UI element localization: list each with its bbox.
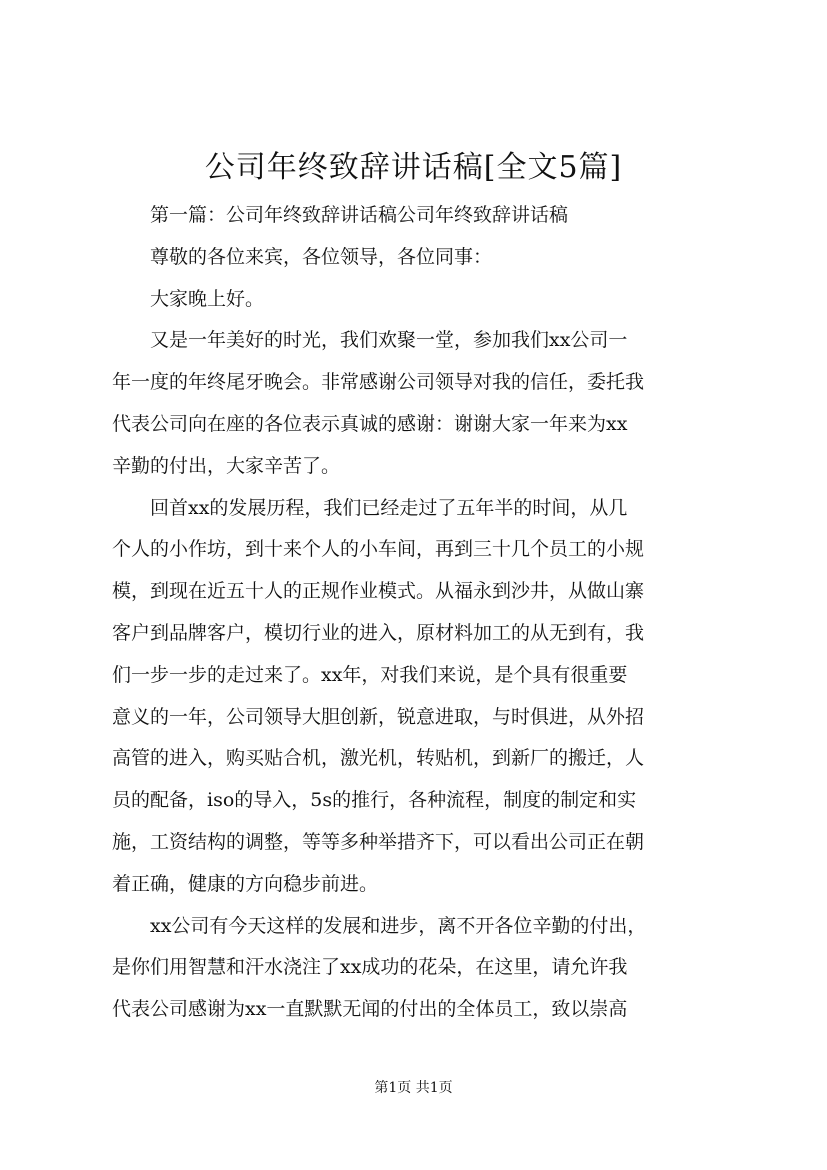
text-line: 意义的一年，公司领导大胆创新，锐意进取，与时俱进，从外招 [112,705,645,728]
text-line: 第一篇：公司年终致辞讲话稿公司年终致辞讲话稿 [112,204,569,226]
text-line: 代表公司向在座的各位表示真诚的感谢：谢谢大家一年来为xx [112,412,628,435]
document-body [112,195,727,1031]
text-line: 们一步一步的走过来了。xx年，对我们来说，是个具有很重要 [112,663,628,686]
text-line: 大家晚上好。 [112,287,265,310]
text-line: 回首xx的发展历程，我们已经走过了五年半的时间，从几 [112,496,628,519]
text-line: 年一度的年终尾牙晚会。非常感谢公司领导对我的信任，委托我 [112,371,645,394]
text-line: xx公司有今天这样的发展和进步，离不开各位辛勤的付出， [112,914,647,937]
text-line: 高管的进入，购买贴合机，激光机，转贴机，到新厂的搬迁，人 [112,747,645,770]
text-line: 施，工资结构的调整，等等多种举措齐下，可以看出公司正在朝 [112,830,645,853]
text-line: 员的配备，iso的导入，5s的推行，各种流程，制度的制定和实 [112,789,637,812]
text-line: 是你们用智慧和汗水浇注了xx成功的花朵，在这里，请允许我 [112,956,628,979]
text-line: 个人的小作坊，到十来个人的小车间，再到三十几个员工的小规 [112,538,645,561]
text-line: 辛勤的付出，大家辛苦了。 [112,454,341,477]
text-line: 又是一年美好的时光，我们欢聚一堂，参加我们xx公司一 [112,329,628,352]
text-line: 着正确，健康的方向稳步前进。 [112,872,379,895]
text-line: 客户到品牌客户，模切行业的进入，原材料加工的从无到有，我 [112,621,645,644]
text-line: 代表公司感谢为xx一直默默无闻的付出的全体员工，致以崇高 [112,998,628,1021]
document-title: 公司年终致辞讲话稿[全文5篇] [204,150,623,185]
text-line: 尊敬的各位来宾，各位领导，各位同事： [112,245,493,268]
page-footer: 第1页 共1页 [374,1080,453,1096]
text-line: 模，到现在近五十人的正规作业模式。从福永到沙井，从做山寨 [112,580,645,603]
